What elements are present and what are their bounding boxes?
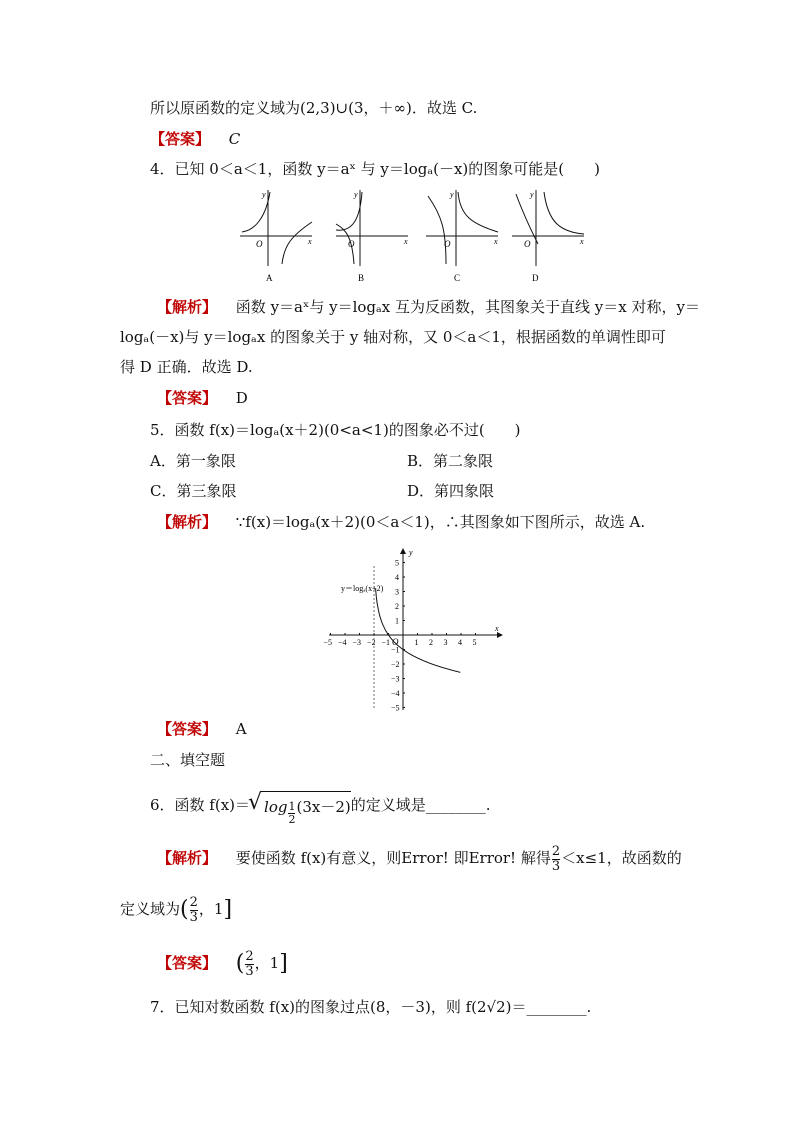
sqrt-icon: √	[248, 789, 263, 815]
answer-row-5	[157, 719, 247, 739]
origin-label: O	[524, 239, 531, 249]
option-a: A．第一象限	[150, 452, 236, 470]
answer-value: A	[235, 720, 247, 738]
x-tick-label: −2	[367, 638, 376, 647]
origin-label: O	[444, 239, 451, 249]
q5-explanation	[157, 512, 645, 532]
question-7: 7．已知对数函数 f(x)的图象过点(8，－3)，则 f(2√2)＝________.	[150, 998, 592, 1016]
graph-c	[426, 190, 498, 283]
y-tick-label: 3	[395, 587, 399, 597]
origin-label: O	[348, 239, 355, 249]
q6-suffix: 的定义域是________.	[350, 796, 491, 814]
q6-log: log	[264, 797, 288, 816]
answer-tag: 【答案】	[150, 130, 211, 148]
fraction-2-3: $\frac{2}{3}$	[245, 948, 254, 979]
log-curve	[376, 589, 461, 673]
y-tick-label: −5	[391, 703, 400, 713]
q4-graphs	[236, 186, 596, 286]
y-axis-label: y	[262, 190, 266, 199]
answer-tag: 【答案】	[157, 954, 218, 972]
x-tick-label: −4	[338, 638, 347, 647]
origin-label: O	[256, 239, 263, 249]
y-tick-label: 4	[395, 573, 399, 582]
y-tick-label: 1	[395, 616, 399, 626]
answer-row-6: 【答案】 ( $\frac{2}{3}$ ，1]	[157, 948, 288, 979]
option-d: D．第四象限	[407, 482, 495, 500]
y-tick-label: −2	[391, 660, 400, 669]
q4-exp-text: 函数 y＝aˣ与 y＝logₐx 互为反函数，其图象关于直线 y＝x 对称，y＝	[235, 298, 700, 316]
y-axis-label: y	[354, 190, 358, 199]
x-axis-label: x	[404, 237, 408, 246]
x-axis-label: x	[580, 237, 584, 246]
graph-label-a: A	[266, 273, 273, 283]
answer-value: C	[228, 130, 241, 148]
jiexi-tag: 【解析】	[157, 849, 218, 867]
answer-tag: 【答案】	[157, 389, 218, 407]
y-tick-label: 2	[395, 602, 399, 611]
y-axis-label: y	[409, 548, 413, 557]
q4-explanation-2: logₐ(－x)与 y＝logₐx 的图象关于 y 轴对称，又 0＜a＜1，根据函数的单调性即可	[120, 328, 666, 346]
y-tick-label: −3	[391, 674, 400, 684]
text-domain-result: 所以原函数的定义域为(2,3)∪(3，＋∞)．故选 C.	[150, 99, 478, 117]
sqrt-expression	[248, 789, 351, 826]
x-tick-label: 1	[414, 638, 419, 647]
answer-row-3	[150, 129, 240, 149]
graph-label-c: C	[454, 273, 461, 283]
x-tick-label: 2	[429, 638, 433, 647]
jiexi-tag: 【解析】	[157, 513, 218, 531]
question-6	[150, 789, 491, 826]
q4-explanation-1	[157, 297, 700, 317]
q6-exp-pre: 要使函数 f(x)有意义，则Error! 即Error! 解得	[235, 849, 551, 867]
x-tick-label: −3	[352, 638, 362, 647]
y-axis-label: y	[530, 190, 534, 199]
curve-label: y＝logₐ(x+2)	[341, 584, 384, 593]
x-axis-label: x	[494, 237, 498, 246]
fraction-2-3: $\frac{2}{3}$	[189, 894, 198, 925]
q6-prefix: 6．函数 f(x)＝	[150, 796, 251, 814]
q5-exp-text: ∵f(x)＝logₐ(x＋2)(0＜a＜1)，∴其图象如下图所示，故选 A.	[235, 513, 646, 531]
x-tick-label: −5	[323, 638, 333, 647]
origin-label: O	[392, 637, 399, 647]
q6-exp-post: ＜x≤1，故函数的	[561, 849, 682, 867]
jiexi-tag: 【解析】	[157, 298, 218, 316]
q6-exp2-pre: 定义域为	[120, 900, 181, 918]
q6-arg: (3x－2)	[296, 797, 351, 816]
graph-d	[512, 190, 584, 283]
answer-tag: 【答案】	[157, 720, 218, 738]
y-tick-label: −1	[391, 645, 400, 655]
x-tick-label: −1	[381, 638, 391, 647]
y-tick-label: 5	[395, 558, 399, 568]
x-tick-label: 5	[472, 638, 477, 647]
x-axis-label: x	[308, 237, 312, 246]
q6-explanation-2: 定义域为( $\frac{2}{3}$ ，1]	[120, 894, 233, 925]
q6-exp2-mid: ，1	[198, 900, 224, 918]
q5-graph	[325, 546, 505, 716]
option-b: B．第二象限	[407, 452, 494, 470]
graph-b	[336, 190, 408, 283]
q6-explanation-1	[157, 843, 682, 874]
x-tick-label: 4	[458, 638, 462, 647]
y-tick-label: −4	[391, 689, 400, 698]
question-4: 4．已知 0＜a＜1，函数 y＝aˣ 与 y＝logₐ(－x)的图象可能是( )	[150, 160, 600, 178]
section-heading: 二、填空题	[150, 751, 226, 769]
answer-row-4	[157, 388, 248, 408]
x-axis-label: x	[495, 624, 499, 633]
graph-a	[240, 190, 312, 283]
graph-label-d: D	[532, 273, 539, 283]
q4-explanation-3: 得 D 正确．故选 D.	[120, 358, 253, 376]
answer-value: ，1	[254, 954, 280, 972]
y-axis-label: y	[450, 190, 454, 199]
fraction-1-2: $\frac{1}{2}$	[288, 800, 296, 826]
answer-value: D	[235, 389, 248, 407]
fraction-2-3: $\frac{2}{3}$	[551, 843, 561, 874]
x-tick-label: 3	[443, 638, 448, 647]
graph-label-b: B	[358, 273, 365, 283]
question-5: 5．函数 f(x)＝logₐ(x＋2)(0<a<1)的图象必不过( )	[150, 421, 521, 439]
option-c: C．第三象限	[150, 482, 237, 500]
